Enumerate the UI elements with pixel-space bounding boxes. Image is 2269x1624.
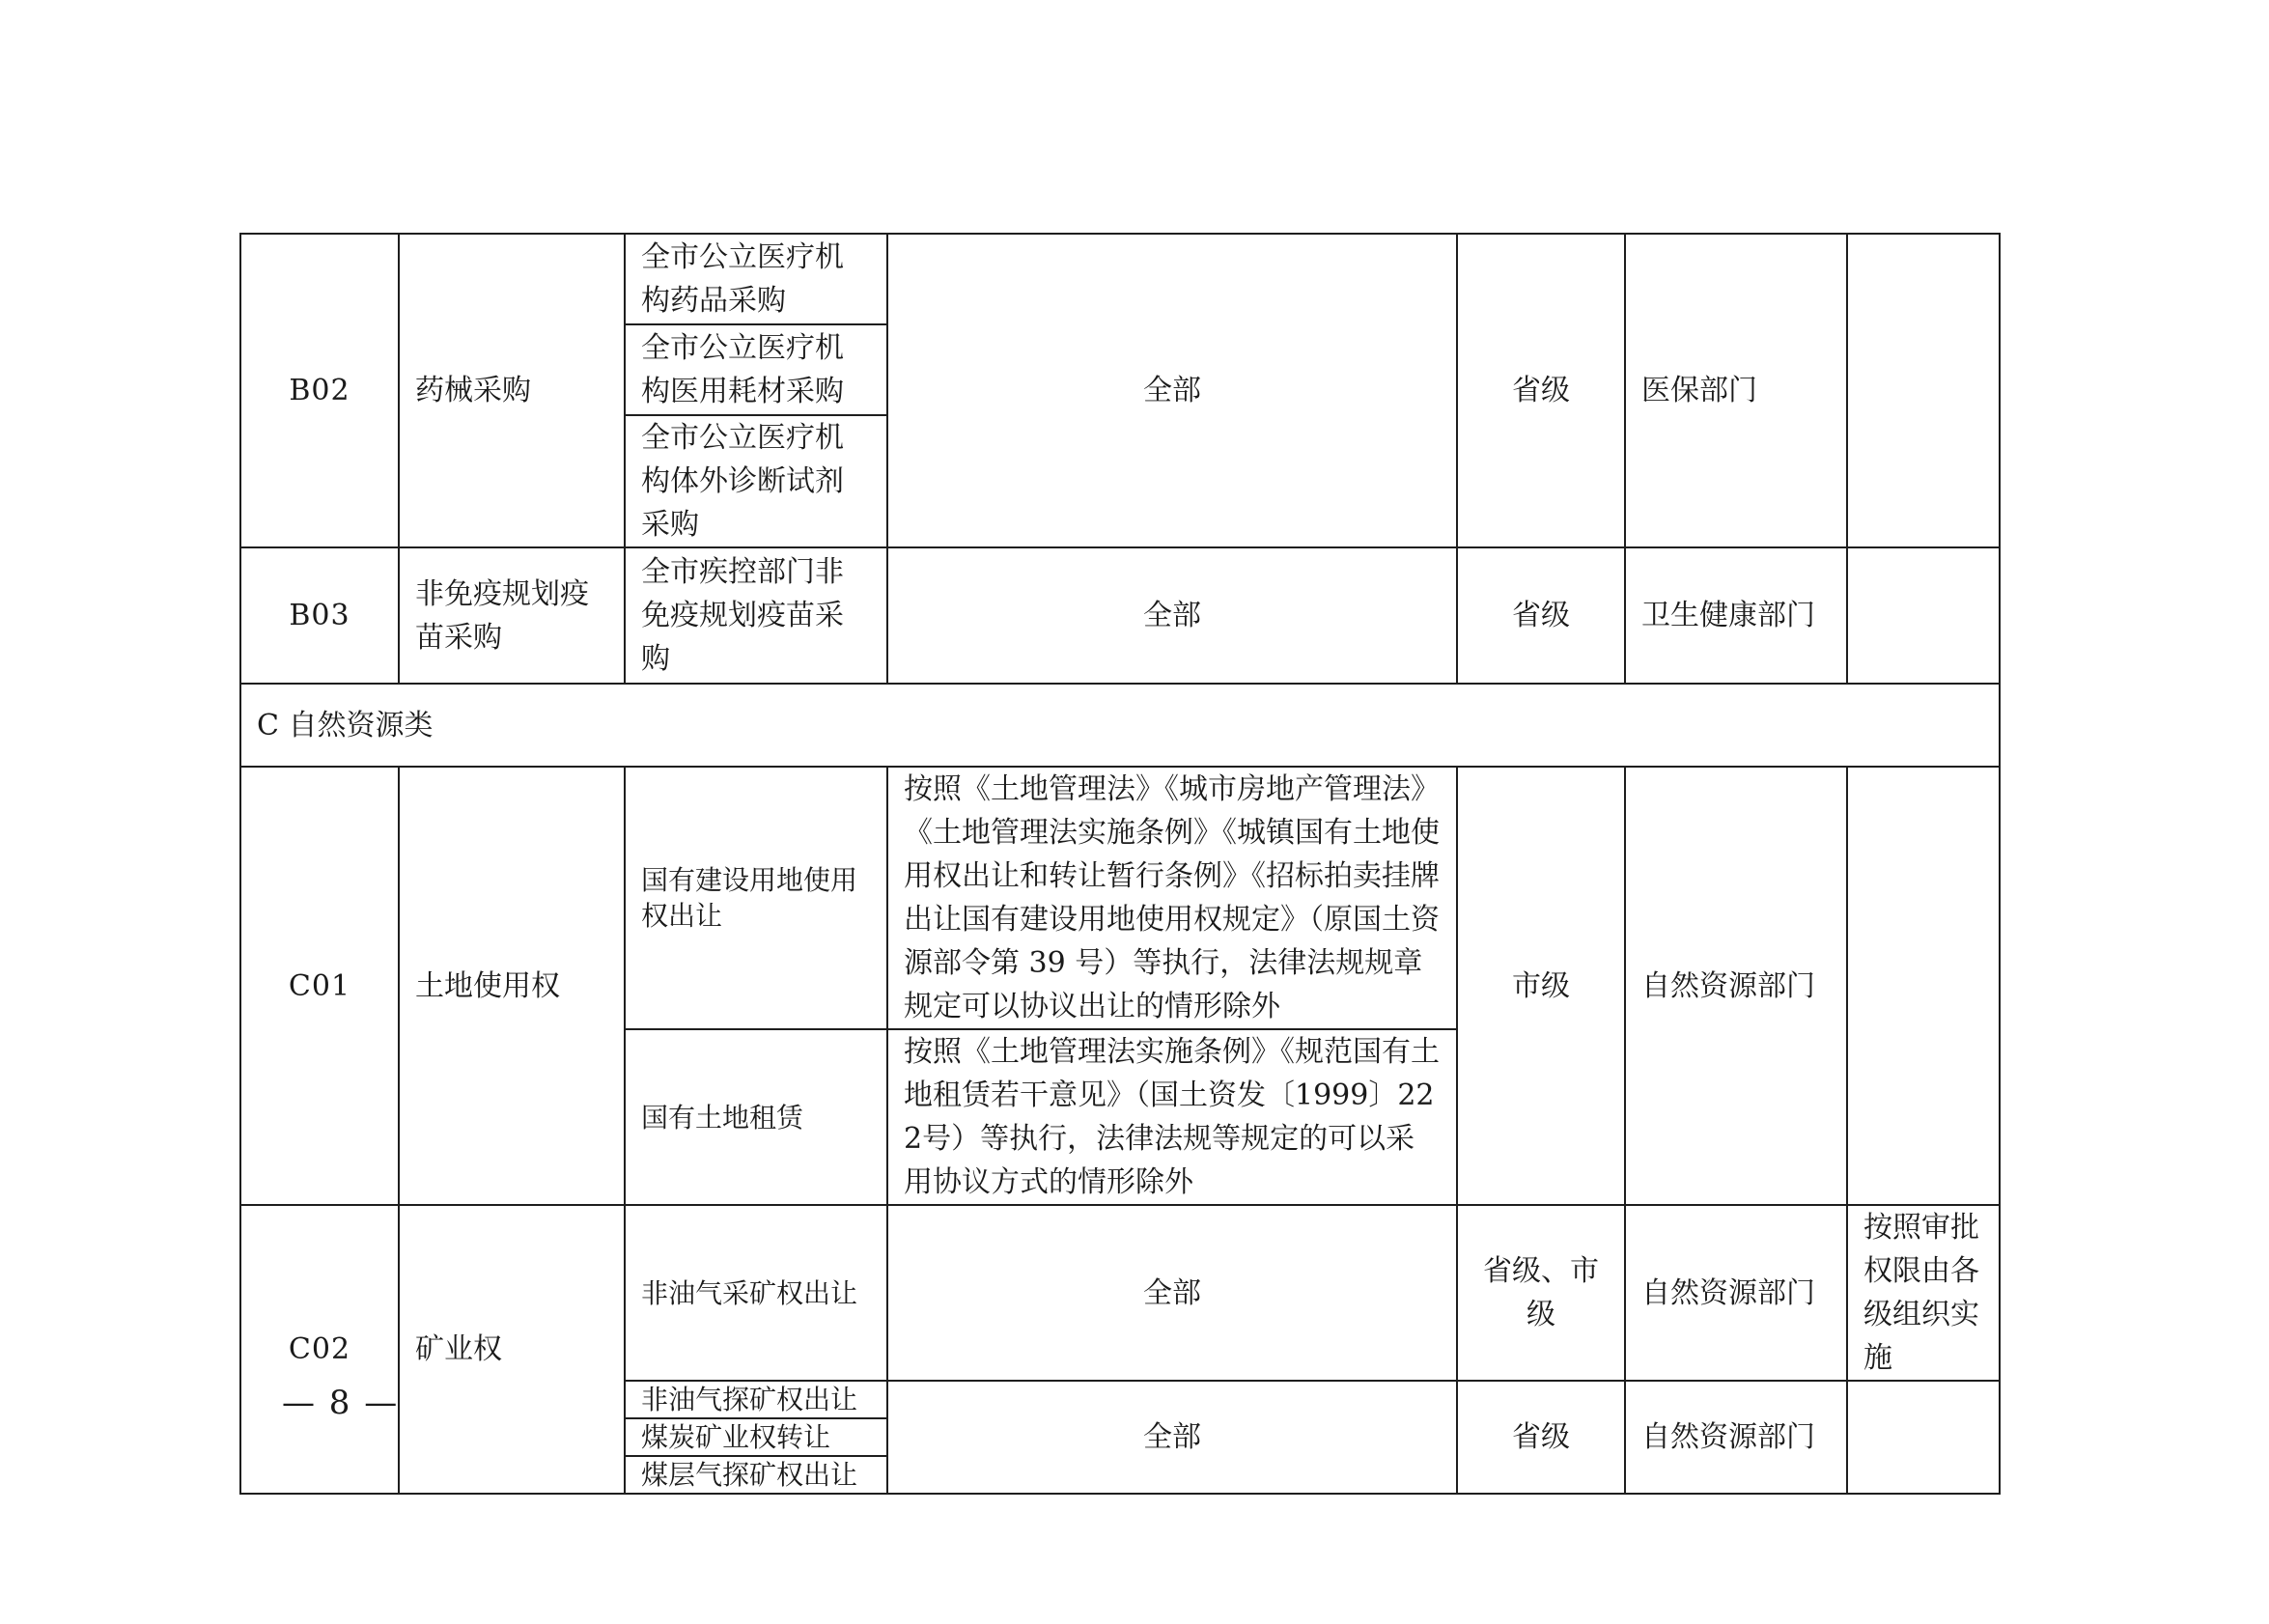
row-item: 全市疾控部门非免疫规划疫苗采购 (625, 547, 887, 684)
row-department: 自然资源部门 (1625, 1381, 1847, 1494)
row-scope: 按照《土地管理法》《城市房地产管理法》《土地管理法实施条例》《城镇国有土地使用权出让和转让暂行条例》《招标拍卖挂牌出让国有建设用地使用权规定》（原国土资源部令第 39 号）等执行，法律法规规章规定可以协议出让的情形除外 (887, 767, 1457, 1029)
row-note: 按照审批权限由各级组织实施 (1847, 1205, 2000, 1381)
row-note (1847, 767, 2000, 1205)
row-code: C02 (240, 1205, 399, 1494)
row-note (1847, 234, 2000, 547)
row-code: B03 (240, 547, 399, 684)
section-heading: C 自然资源类 (240, 684, 2000, 767)
row-scope: 按照《土地管理法实施条例》《规范国有土地租赁若干意见》（国土资发〔1999〕222号）等执行，法律法规等规定的可以采用协议方式的情形除外 (887, 1029, 1457, 1205)
row-item: 煤炭矿业权转让 (625, 1418, 887, 1456)
row-level: 省级、市级 (1457, 1205, 1625, 1381)
page-number: — 8 — (282, 1384, 400, 1422)
row-level: 省级 (1457, 547, 1625, 684)
table-row (240, 547, 2000, 684)
row-name: 非免疫规划疫苗采购 (399, 547, 625, 684)
catalog-table (239, 233, 2001, 1495)
row-name: 土地使用权 (399, 767, 625, 1205)
table-row (240, 1205, 2000, 1381)
row-department: 卫生健康部门 (1625, 547, 1847, 684)
row-note (1847, 1381, 2000, 1494)
row-item: 全市公立医疗机构体外诊断试剂采购 (625, 415, 887, 547)
row-item: 全市公立医疗机构药品采购 (625, 234, 887, 324)
row-item: 国有土地租赁 (625, 1029, 887, 1205)
row-note (1847, 547, 2000, 684)
row-scope: 全部 (887, 234, 1457, 547)
row-level: 省级 (1457, 1381, 1625, 1494)
row-scope: 全部 (887, 1381, 1457, 1494)
row-item: 国有建设用地使用权出让 (625, 767, 887, 1029)
row-name: 矿业权 (399, 1205, 625, 1494)
row-department: 医保部门 (1625, 234, 1847, 547)
row-level: 市级 (1457, 767, 1625, 1205)
row-scope: 全部 (887, 1205, 1457, 1381)
row-code: B02 (240, 234, 399, 547)
table-row (240, 234, 2000, 324)
row-name: 药械采购 (399, 234, 625, 547)
row-department: 自然资源部门 (1625, 767, 1847, 1205)
row-scope: 全部 (887, 547, 1457, 684)
row-department: 自然资源部门 (1625, 1205, 1847, 1381)
table-row (240, 767, 2000, 1029)
row-level: 省级 (1457, 234, 1625, 547)
row-item: 煤层气探矿权出让 (625, 1456, 887, 1494)
row-item: 全市公立医疗机构医用耗材采购 (625, 324, 887, 415)
row-item: 非油气采矿权出让 (625, 1205, 887, 1381)
row-code: C01 (240, 767, 399, 1205)
section-row (240, 684, 2000, 767)
row-item: 非油气探矿权出让 (625, 1381, 887, 1418)
